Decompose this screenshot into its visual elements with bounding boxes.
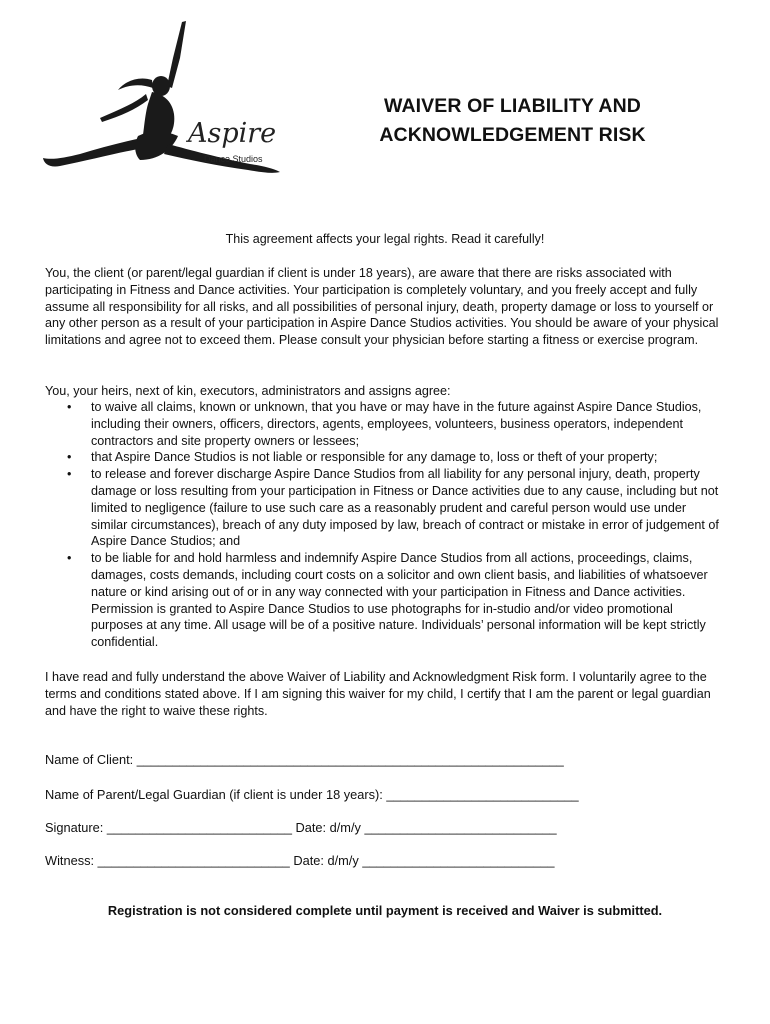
logo-brand: Aspire xyxy=(188,118,277,149)
list-item xyxy=(45,399,725,449)
list-item-text: to waive all claims, known or unknown, that you have or may have in the future against Aspire Dance Studios, including their owners, officers, directors, agents, employees, volunteers, business operators, independent contractors and site property owners or lessees; xyxy=(91,400,702,448)
intro-paragraph: You, the client (or parent/legal guardian if client is under 18 years), are aware that there are risks associated with participating in Fitness and Dance activities. Your participation is completely voluntary, and you freely accept and fully assume all responsibility for all risks, and all possibilities of personal injury, death, property damage or loss to yourself or any other person as a result of your participation in Aspire Dance Studios activities. You should be aware of your physical limitations and agree not to exceed them. Please consult your physician before starting a fitness or exercise program. xyxy=(45,266,719,348)
list-item xyxy=(45,466,725,550)
list-item-text: that Aspire Dance Studios is not liable or responsible for any damage to, loss or theft of your property; xyxy=(91,450,658,465)
client-name-field[interactable]: Name of Client: ____________________________________________________________ xyxy=(45,752,564,767)
bullet-icon: • xyxy=(67,450,72,465)
logo-tagline: Dance Studios xyxy=(204,154,263,164)
list-item-text: to release and forever discharge Aspire Dance Studios from all liability for any personal injury, death, property damage or loss resulting from your participation in Fitness or Dance activities due to any cause, including but not limited to negligence (failure to use such care as a reasonably prudent and careful person would use under similar circumstances), breach of any duty imposed by law, breach of contract or mistake in error of judgement of Aspire Dance Studios; and xyxy=(91,467,719,549)
registration-note: Registration is not considered complete until payment is received and Waiver is submitted. xyxy=(107,903,663,918)
title-line-1: WAIVER OF LIABILITY AND xyxy=(384,95,641,117)
list-item xyxy=(45,550,725,651)
acknowledgement-paragraph: I have read and fully understand the above Waiver of Liability and Acknowledgment Risk form. I voluntarily agree to the terms and conditions stated above. If I am signing this waiver for my child, I certify that I am the parent or legal guardian and have the right to waive these rights. xyxy=(45,670,711,718)
list-item-text: to be liable for and hold harmless and indemnify Aspire Dance Studios from all actions, proceedings, claims, damages, costs demands, including court costs on a solicitor and own client basis, and liabilities of whatsoever nature or kind arising out of or in any way connected with your participation in Fitness and Dance activities. Permission is granted to Aspire Dance Studios to use photographs for in-studio and/or video promotional purposes at any time. All usage will be of a positive nature. Individuals’ personal information will be kept strictly confidential. xyxy=(91,551,708,650)
bullet-icon: • xyxy=(67,551,72,566)
bullet-icon: • xyxy=(67,400,72,414)
agree-intro: You, your heirs, next of kin, executors, administrators and assigns agree: xyxy=(45,384,451,398)
guardian-name-field[interactable]: Name of Parent/Legal Guardian (if client is under 18 years): ___________________________ xyxy=(45,787,579,802)
list-item xyxy=(45,449,725,466)
legal-warning: This agreement affects your legal rights. Read it carefully! xyxy=(225,232,545,246)
bullet-icon: • xyxy=(67,467,72,482)
document-title xyxy=(345,92,680,150)
signature-date-field[interactable]: Signature: __________________________ Date: d/m/y ___________________________ xyxy=(45,820,557,835)
title-line-2: ACKNOWLEDGEMENT RISK xyxy=(379,124,646,146)
aspire-logo xyxy=(40,18,290,183)
agreement-list xyxy=(45,399,725,651)
witness-date-field[interactable]: Witness: ___________________________ Date: d/m/y ___________________________ xyxy=(45,853,555,868)
